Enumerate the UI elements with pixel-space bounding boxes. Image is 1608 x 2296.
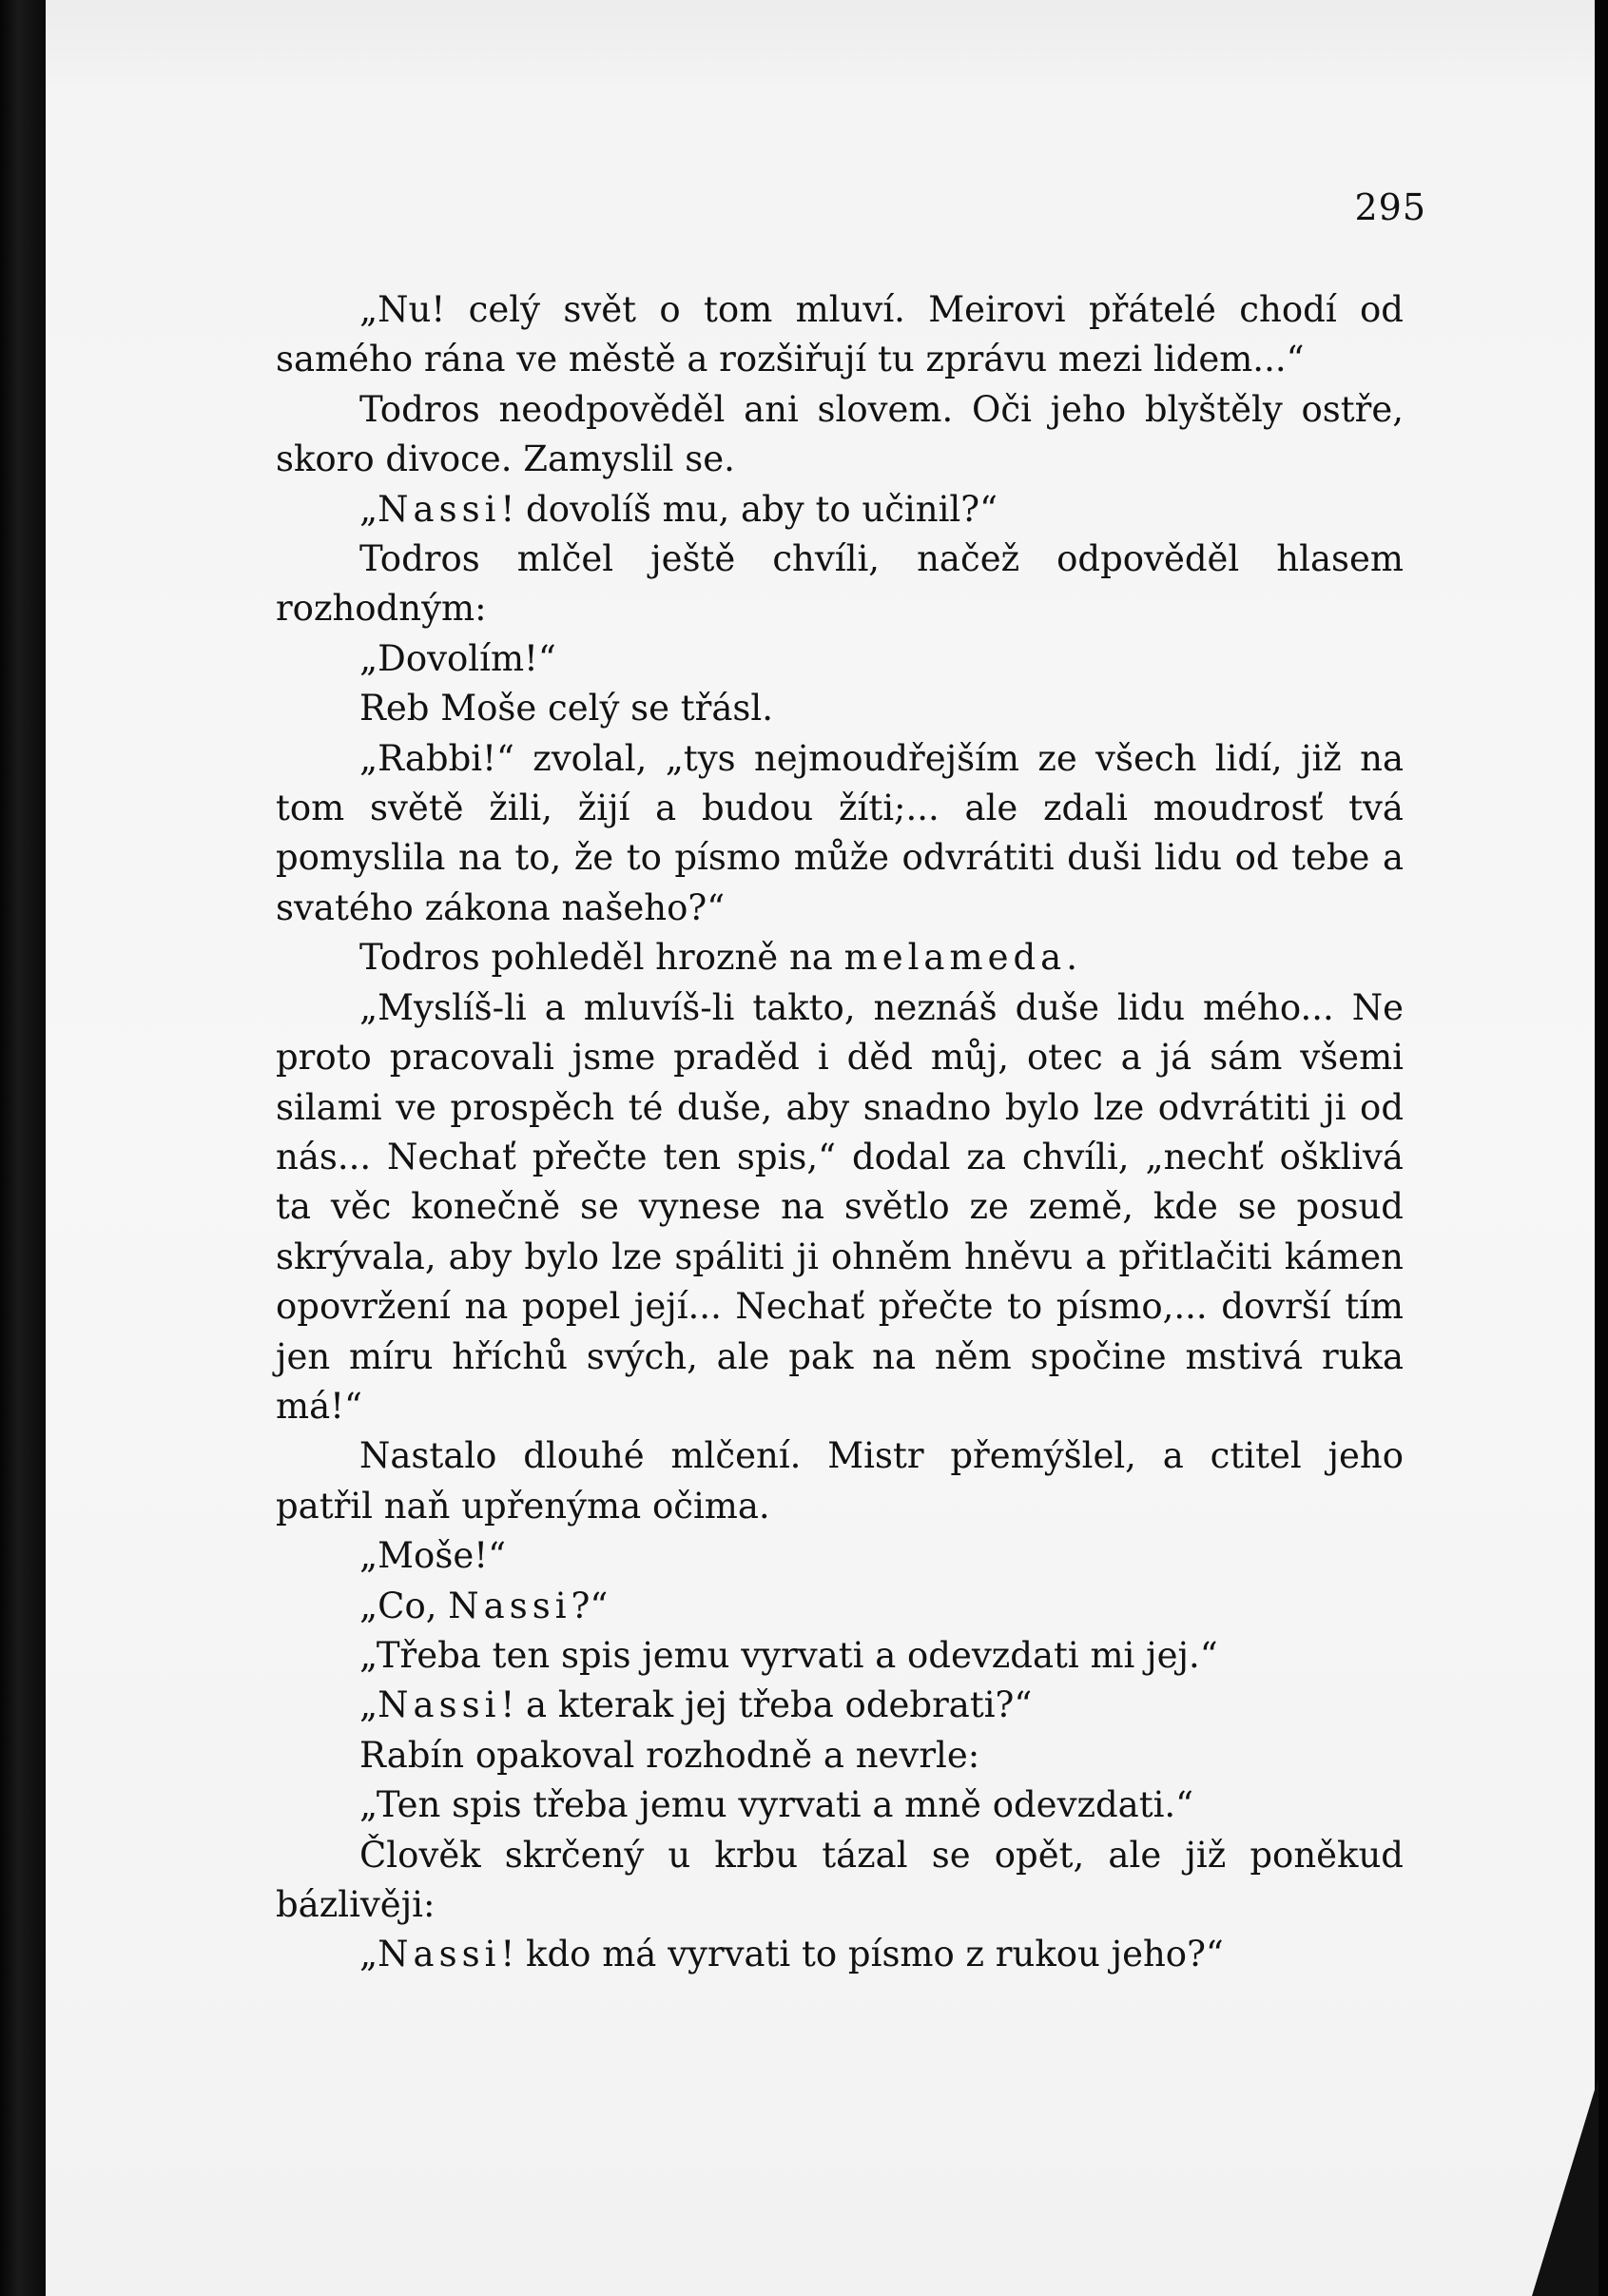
folded-corner [1532,2077,1598,2296]
paragraph-15: Rabín opakoval rozhodně a nevrle: [359,1734,980,1776]
paragraph-12: „Co, Nassi?“ [359,1585,609,1626]
paragraph-14: „Nassi! a kterak jej třeba odebrati?“ [359,1684,1033,1726]
paragraph-1: „Nu! celý svět o tom mluví. Meirovi přátelé chodí od samého rána ve městě a rozšiřují tu zprávu mezi lidem...“ [276,289,1404,380]
paragraph-4: Todros mlčel ještě chvíli, načež odpověděl hlasem rozhodným: [276,538,1404,630]
spaced-name: Nassi [378,1934,501,1975]
paragraph-10: Nastalo dlouhé mlčení. Mistr přemýšlel, a ctitel jeho patřil naň upřenýma očima. [276,1435,1404,1527]
paragraph-5: „Dovolím!“ [359,637,556,679]
paragraph-8: Todros pohleděl hrozně na melameda. [359,937,1077,979]
spaced-name: Nassi [378,1684,501,1726]
spaced-name: Nassi [378,488,501,530]
spaced-name: Nassi [448,1585,572,1626]
book-binding-shadow [0,0,46,2296]
paragraph-16: „Ten spis třeba jemu vyrvati a mně odevzdati.“ [359,1784,1194,1826]
paragraph-2: Todros neodpověděl ani slovem. Oči jeho blyštěly ostře, skoro divoce. Zamyslil se. [276,388,1404,480]
spaced-word: melameda [843,937,1067,979]
page-number: 295 [1354,186,1426,228]
paragraph-13: „Třeba ten spis jemu vyrvati a odevzdati mi jej.“ [359,1634,1218,1676]
paragraph-18: „Nassi! kdo má vyrvati to písmo z rukou jeho?“ [359,1934,1224,1975]
paragraph-7: „Rabbi!“ zvolal, „tys nejmoudřejším ze všech lidí, již na tom světě žili, žijí a budou žíti;... ale zdali moudrosť tvá pomyslila na to, že to písmo může odvrátiti duši lidu od tebe a svatého zákona našeho?“ [276,737,1404,928]
body-text [276,285,1404,1980]
paragraph-11: „Moše!“ [359,1535,506,1577]
paragraph-6: Reb Moše celý se třásl. [359,688,773,730]
paragraph-3: „Nassi! dovolíš mu, aby to učinil?“ [359,488,998,530]
page-edge-shadow [1595,0,1608,2296]
paragraph-9: „Myslíš-li a mluvíš-li takto, neznáš duše lidu mého... Ne proto pracovali jsme praděd i děd můj, otec a já sám všemi silami ve prospěch té duše, aby snadno bylo lze odvrátiti ji od nás... Nechať přečte ten spis,“ dodal za chvíli, „nechť ošklivá ta věc konečně se vynese na světlo ze země, kde se posud skrývala, aby bylo lze spáliti ji ohněm hněvu a přitlačiti kámen opovržení na popel její... Nechať přečte to písmo,... dovrší tím jen míru hříchů svých, ale pak na něm spočine mstivá ruka má!“ [276,986,1404,1427]
paragraph-17: Člověk skrčený u krbu tázal se opět, ale již poněkud bázlivěji: [276,1834,1404,1925]
